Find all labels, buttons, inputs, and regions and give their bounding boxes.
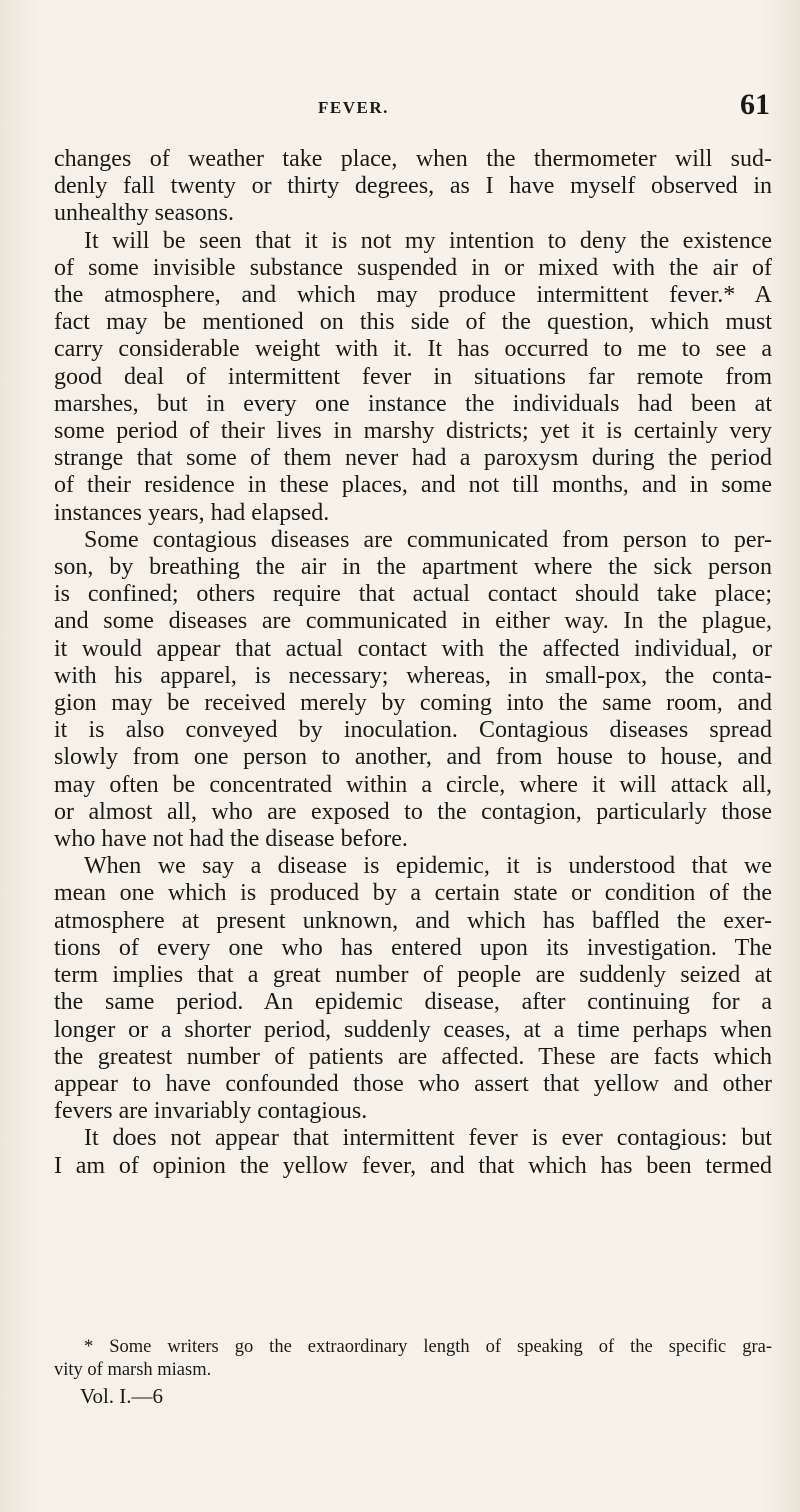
text-line: slowly from one person to another, and from house to house, and <box>54 744 772 771</box>
text-line: longer or a shorter period, suddenly ceases, at a time perhaps when <box>54 1016 772 1043</box>
text-line: it would appear that actual contact with the affected individual, or <box>54 635 772 662</box>
text-line: may often be concentrated within a circle, where it will attack all, <box>54 771 772 798</box>
text-line: son, by breathing the air in the apartment where the sick person <box>54 554 772 581</box>
text-line: is confined; others require that actual contact should take place; <box>54 581 772 608</box>
text-line: term implies that a great number of people are suddenly seized at <box>54 962 772 989</box>
page-header <box>0 88 800 128</box>
page-number: 61 <box>740 88 770 121</box>
text-line: good deal of intermittent fever in situations far remote from <box>54 363 772 390</box>
paragraph-first-line: Some contagious diseases are communicated from person to per- <box>84 526 772 553</box>
text-line: unhealthy seasons. <box>54 200 234 227</box>
text-line: the atmosphere, and which may produce intermittent fever.* A <box>54 282 772 309</box>
text-line: tions of every one who has entered upon its investigation. The <box>54 934 772 961</box>
text-line: mean one which is produced by a certain state or condition of the <box>54 880 772 907</box>
text-line: atmosphere at present unknown, and which has baffled the exer- <box>54 907 772 934</box>
text-line: and some diseases are communicated in either way. In the plague, <box>54 608 772 635</box>
text-line: the greatest number of patients are affected. These are facts which <box>54 1043 772 1070</box>
text-line: or almost all, who are exposed to the contagion, particularly those <box>54 798 772 825</box>
text-line: changes of weather take place, when the thermometer will sud- <box>54 146 772 172</box>
running-head: FEVER. <box>318 98 389 117</box>
text-line: strange that some of them never had a paroxysm during the period <box>54 445 772 472</box>
text-line: some period of their lives in marshy districts; yet it is certainly very <box>54 418 772 445</box>
footnote-line: * Some writers go the extraordinary length of speaking of the specific gra- <box>84 1337 772 1357</box>
text-line: I am of opinion the yellow fever, and that which has been termed <box>54 1152 772 1179</box>
text-line: instances years, had elapsed. <box>54 499 330 526</box>
text-line: with his apparel, is necessary; whereas, in small-pox, the conta- <box>54 662 772 689</box>
text-line: it is also conveyed by inoculation. Contagious diseases spread <box>54 717 772 744</box>
text-line: carry considerable weight with it. It has occurred to me to see a <box>54 336 772 363</box>
text-line: marshes, but in every one instance the individuals had been at <box>54 390 772 417</box>
signature-mark: Vol. I.—6 <box>80 1384 164 1408</box>
body-text <box>54 146 772 1180</box>
text-line: fevers are invariably contagious. <box>54 1098 368 1125</box>
text-line: of their residence in these places, and not till months, and in some <box>54 472 772 499</box>
text-line: appear to have confounded those who assert that yellow and other <box>54 1070 772 1097</box>
text-line: gion may be received merely by coming into the same room, and <box>54 690 772 717</box>
paragraph-first-line: When we say a disease is epidemic, it is understood that we <box>84 853 772 880</box>
text-line: fact may be mentioned on this side of the question, which must <box>54 309 772 336</box>
footnote-line: vity of marsh miasm. <box>54 1360 212 1380</box>
paragraph-first-line: It will be seen that it is not my intention to deny the existence <box>84 227 772 254</box>
text-line: who have not had the disease before. <box>54 826 408 853</box>
paragraph-first-line: It does not appear that intermittent fever is ever contagious: but <box>84 1125 772 1152</box>
text-line: of some invisible substance suspended in or mixed with the air of <box>54 254 772 281</box>
text-line: the same period. An epidemic disease, after continuing for a <box>54 989 772 1016</box>
text-line: denly fall twenty or thirty degrees, as I have myself observed in <box>54 173 772 200</box>
footnote <box>54 1336 772 1382</box>
